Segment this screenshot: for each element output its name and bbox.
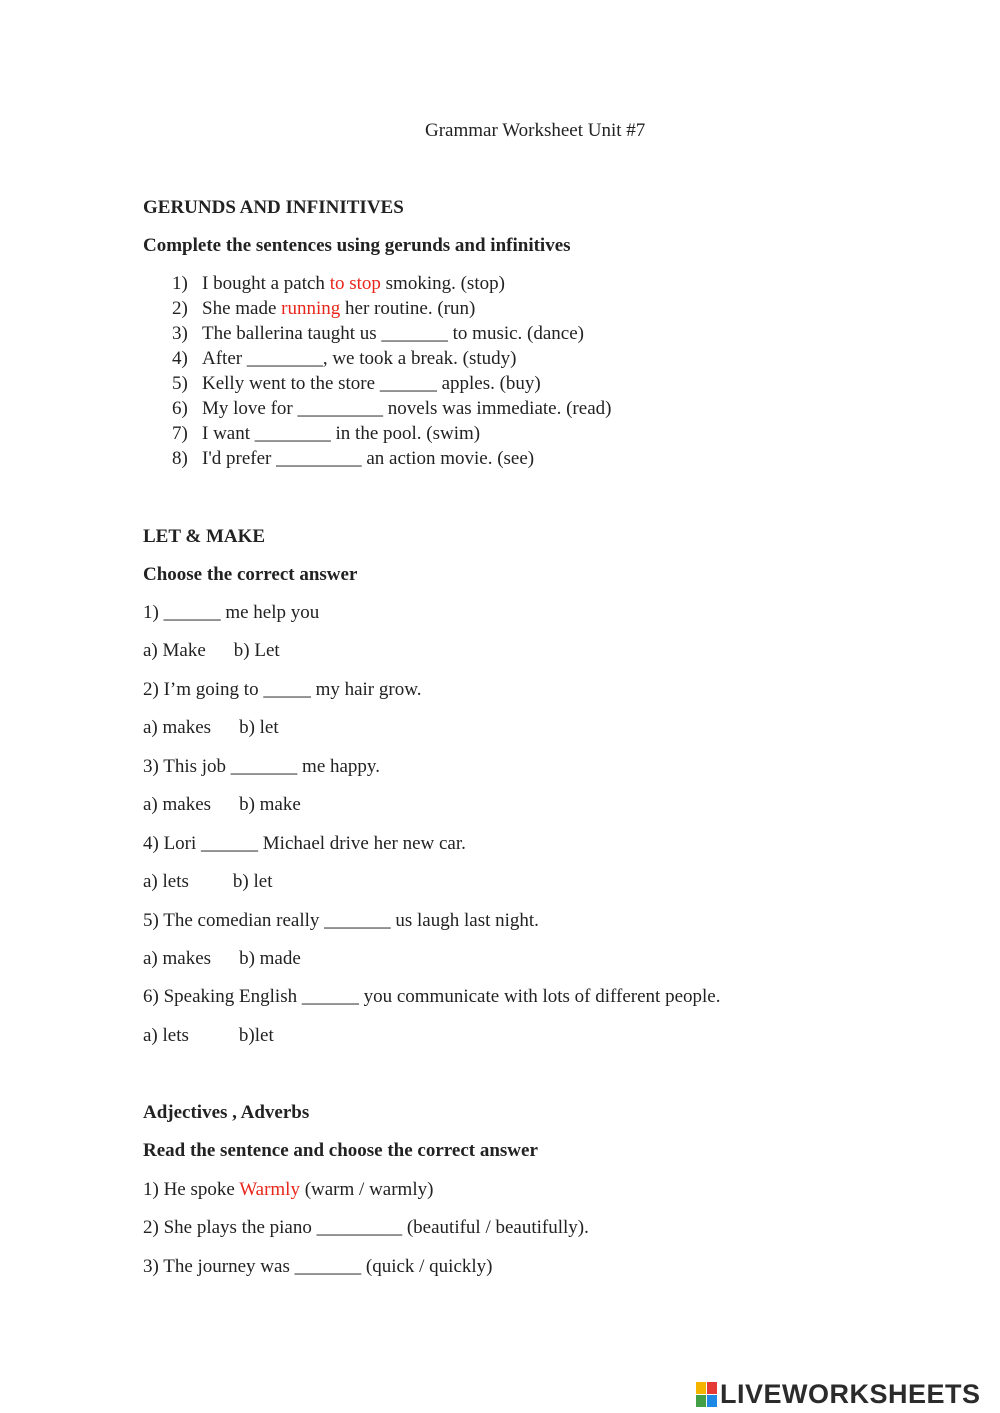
letmake-question: 2) I’m going to _____ my hair grow. <box>143 679 422 700</box>
option-a[interactable]: a) lets <box>143 871 189 892</box>
option-a[interactable]: a) lets <box>143 1025 189 1046</box>
gerund-item[interactable] <box>172 323 584 345</box>
item-text-after: (warm / warmly) <box>299 1179 434 1200</box>
letmake-options <box>143 717 279 739</box>
adjectives-instruction: Read the sentence and choose the correct answer <box>143 1140 538 1161</box>
letmake-question: 4) Lori ______ Michael drive her new car. <box>143 833 466 854</box>
liveworksheets-logo <box>696 1378 981 1410</box>
option-b[interactable]: b)let <box>238 1025 274 1046</box>
gerund-item[interactable] <box>172 448 534 470</box>
item-text: I'd prefer _________ an action movie. (see) <box>202 448 535 469</box>
letmake-options <box>143 871 272 893</box>
letmake-options <box>143 794 301 816</box>
adjective-item <box>143 1179 433 1201</box>
letmake-question: 5) The comedian really _______ us laugh last night. <box>143 910 539 931</box>
item-number: 6) <box>172 398 188 419</box>
item-text: After ________, we took a break. (study) <box>202 348 517 369</box>
option-a[interactable]: a) makes <box>143 717 212 738</box>
option-b[interactable]: b) let <box>239 717 279 738</box>
letmake-question: 1) ______ me help you <box>143 602 320 623</box>
item-number: 7) <box>172 423 188 444</box>
answer-text[interactable]: to stop <box>329 273 381 294</box>
item-number: 3) <box>172 323 188 344</box>
letmake-options <box>143 1025 274 1047</box>
option-b[interactable]: b) made <box>239 948 301 969</box>
item-text-after: her routine. (run) <box>340 298 476 319</box>
gerunds-heading: GERUNDS AND INFINITIVES <box>143 197 404 218</box>
worksheet-title: Grammar Worksheet Unit #7 <box>425 120 646 141</box>
item-text: I want ________ in the pool. (swim) <box>202 423 481 444</box>
liveworksheets-logo-icon <box>696 1381 718 1407</box>
gerund-item[interactable] <box>172 348 516 370</box>
letmake-question: 3) This job _______ me happy. <box>143 756 380 777</box>
item-text-before: She made <box>202 298 282 319</box>
item-text: The ballerina taught us _______ to music. (dance) <box>202 323 585 344</box>
adjective-item[interactable]: 3) The journey was _______ (quick / quickly) <box>143 1256 493 1277</box>
gerund-item[interactable] <box>172 423 480 445</box>
gerund-item[interactable] <box>172 373 541 395</box>
item-number: 8) <box>172 448 188 469</box>
logo-text: LIVEWORKSHEETS <box>720 1378 981 1409</box>
letmake-options <box>143 948 301 970</box>
adjective-item[interactable]: 2) She plays the piano _________ (beautiful / beautifully). <box>143 1217 589 1238</box>
item-number: 5) <box>172 373 188 394</box>
option-b[interactable]: b) let <box>232 871 273 892</box>
letmake-question: 6) Speaking English ______ you communicate with lots of different people. <box>143 986 721 1007</box>
letmake-options <box>143 640 280 662</box>
gerunds-instruction: Complete the sentences using gerunds and infinitives <box>143 235 571 256</box>
option-a[interactable]: a) Make <box>143 640 206 661</box>
item-number: 4) <box>172 348 188 369</box>
option-a[interactable]: a) makes <box>143 794 212 815</box>
gerund-item[interactable] <box>172 398 611 420</box>
item-number: 1) <box>172 273 188 294</box>
answer-text[interactable]: running <box>281 298 341 319</box>
item-text: Kelly went to the store ______ apples. (buy) <box>202 373 541 394</box>
option-b[interactable]: b) make <box>239 794 301 815</box>
answer-text[interactable]: Warmly <box>239 1179 300 1200</box>
item-number: 2) <box>172 298 188 319</box>
adjectives-heading: Adjectives , Adverbs <box>143 1102 310 1123</box>
item-text-before: I bought a patch <box>202 273 330 294</box>
gerund-item <box>172 298 475 320</box>
gerund-item <box>172 273 505 295</box>
item-text-before: 1) He spoke <box>143 1179 240 1200</box>
item-text: My love for _________ novels was immediate. (read) <box>202 398 612 419</box>
item-text-after: smoking. (stop) <box>380 273 505 294</box>
option-b[interactable]: b) Let <box>233 640 280 661</box>
option-a[interactable]: a) makes <box>143 948 212 969</box>
letmake-instruction: Choose the correct answer <box>143 564 358 585</box>
letmake-heading: LET & MAKE <box>143 526 266 547</box>
